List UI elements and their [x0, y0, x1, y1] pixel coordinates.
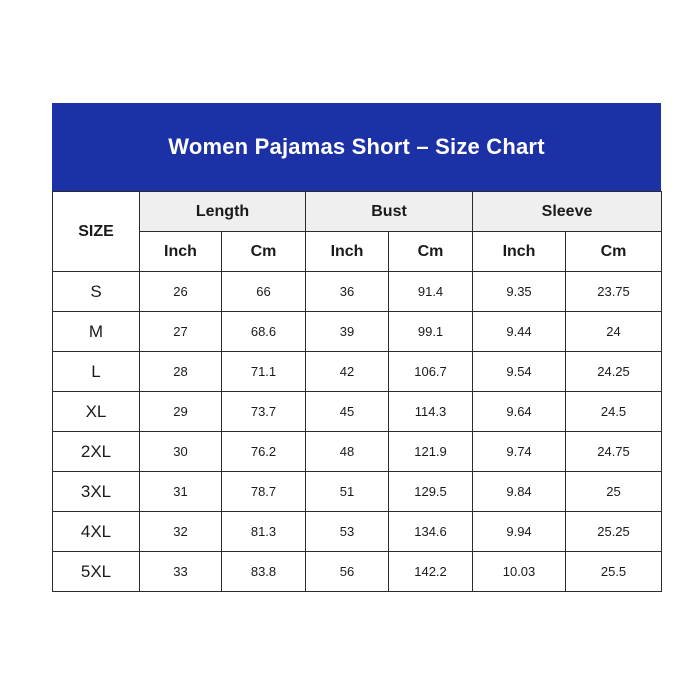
size-cell: M	[53, 312, 140, 352]
bust-cm-header: Cm	[389, 232, 473, 272]
sleeve-cm-cell: 24	[566, 312, 662, 352]
sleeve-inch-header: Inch	[473, 232, 566, 272]
length-cm-cell: 68.6	[222, 312, 306, 352]
length-inch-cell: 27	[140, 312, 222, 352]
bust-inch-cell: 39	[306, 312, 389, 352]
sleeve-inch-cell: 9.44	[473, 312, 566, 352]
chart-title: Women Pajamas Short – Size Chart	[52, 103, 661, 191]
length-cm-cell: 73.7	[222, 392, 306, 432]
bust-cm-cell: 129.5	[389, 472, 473, 512]
bust-cm-cell: 99.1	[389, 312, 473, 352]
length-inch-cell: 33	[140, 552, 222, 592]
bust-inch-cell: 36	[306, 272, 389, 312]
bust-inch-cell: 42	[306, 352, 389, 392]
length-inch-cell: 28	[140, 352, 222, 392]
table-row	[53, 352, 662, 392]
size-cell: 2XL	[53, 432, 140, 472]
table-row	[53, 312, 662, 352]
sleeve-cm-cell: 25	[566, 472, 662, 512]
bust-cm-cell: 91.4	[389, 272, 473, 312]
bust-cm-cell: 114.3	[389, 392, 473, 432]
length-cm-cell: 78.7	[222, 472, 306, 512]
bust-inch-cell: 51	[306, 472, 389, 512]
bust-cm-cell: 121.9	[389, 432, 473, 472]
size-cell: S	[53, 272, 140, 312]
sleeve-inch-cell: 9.94	[473, 512, 566, 552]
sleeve-cm-header: Cm	[566, 232, 662, 272]
table-row	[53, 472, 662, 512]
length-group-header: Length	[140, 192, 306, 232]
length-inch-cell: 32	[140, 512, 222, 552]
sleeve-inch-cell: 10.03	[473, 552, 566, 592]
size-table-body	[53, 272, 662, 592]
length-cm-cell: 71.1	[222, 352, 306, 392]
table-row	[53, 432, 662, 472]
size-cell: 5XL	[53, 552, 140, 592]
table-row	[53, 512, 662, 552]
sleeve-cm-cell: 25.25	[566, 512, 662, 552]
bust-cm-cell: 106.7	[389, 352, 473, 392]
bust-group-header: Bust	[306, 192, 473, 232]
length-cm-cell: 76.2	[222, 432, 306, 472]
size-cell: 4XL	[53, 512, 140, 552]
length-inch-header: Inch	[140, 232, 222, 272]
length-inch-cell: 30	[140, 432, 222, 472]
sleeve-cm-cell: 25.5	[566, 552, 662, 592]
length-cm-cell: 83.8	[222, 552, 306, 592]
sleeve-cm-cell: 23.75	[566, 272, 662, 312]
table-row	[53, 272, 662, 312]
length-inch-cell: 31	[140, 472, 222, 512]
sleeve-cm-cell: 24.75	[566, 432, 662, 472]
length-inch-cell: 26	[140, 272, 222, 312]
bust-cm-cell: 142.2	[389, 552, 473, 592]
bust-inch-cell: 56	[306, 552, 389, 592]
bust-inch-cell: 53	[306, 512, 389, 552]
sleeve-inch-cell: 9.64	[473, 392, 566, 432]
table-row	[53, 552, 662, 592]
size-cell: XL	[53, 392, 140, 432]
table-row	[53, 392, 662, 432]
sleeve-group-header: Sleeve	[473, 192, 662, 232]
sleeve-inch-cell: 9.74	[473, 432, 566, 472]
sleeve-cm-cell: 24.25	[566, 352, 662, 392]
size-column-header: SIZE	[53, 192, 140, 272]
bust-inch-cell: 48	[306, 432, 389, 472]
size-chart	[52, 103, 661, 590]
length-cm-cell: 81.3	[222, 512, 306, 552]
length-cm-cell: 66	[222, 272, 306, 312]
bust-cm-cell: 134.6	[389, 512, 473, 552]
sleeve-inch-cell: 9.84	[473, 472, 566, 512]
bust-inch-cell: 45	[306, 392, 389, 432]
size-table	[52, 191, 662, 592]
bust-inch-header: Inch	[306, 232, 389, 272]
length-cm-header: Cm	[222, 232, 306, 272]
sleeve-cm-cell: 24.5	[566, 392, 662, 432]
size-cell: 3XL	[53, 472, 140, 512]
sleeve-inch-cell: 9.54	[473, 352, 566, 392]
size-cell: L	[53, 352, 140, 392]
length-inch-cell: 29	[140, 392, 222, 432]
sleeve-inch-cell: 9.35	[473, 272, 566, 312]
